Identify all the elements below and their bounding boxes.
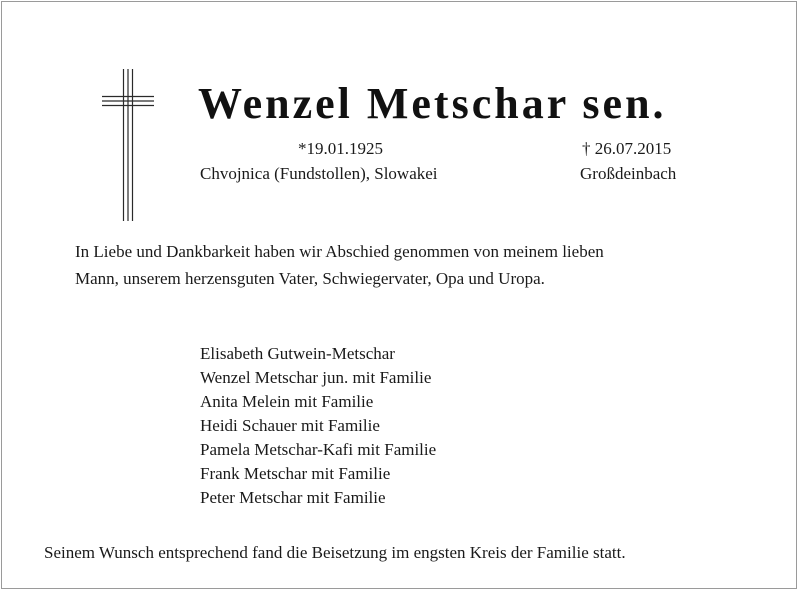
mourner-item: Pamela Metschar-Kafi mit Familie [200, 440, 437, 459]
mourner-item: Anita Melein mit Familie [200, 392, 374, 411]
birth-place: Chvojnica (Fundstollen), Slowakei [200, 164, 438, 183]
mourner-item: Elisabeth Gutwein-Metschar [200, 344, 395, 363]
deceased-name: Wenzel Metschar sen. [198, 79, 667, 128]
intro-line: Mann, unserem herzensguten Vater, Schwiegervater, Opa und Uropa. [75, 269, 545, 288]
mourner-item: Frank Metschar mit Familie [200, 464, 391, 483]
latin-cross-icon [102, 69, 154, 221]
obituary-frame [1, 1, 797, 589]
death-place: Großdeinbach [580, 164, 677, 183]
mourner-item: Peter Metschar mit Familie [200, 488, 386, 507]
mourners-list [200, 342, 436, 510]
closing-statement: Seinem Wunsch entsprechend fand die Beisetzung im engsten Kreis der Familie statt. [44, 543, 626, 562]
intro-line: In Liebe und Dankbarkeit haben wir Abschied genommen von meinem lieben [75, 242, 604, 261]
mourner-item: Wenzel Metschar jun. mit Familie [200, 368, 432, 387]
birth-date: *19.01.1925 [298, 139, 383, 158]
intro-text [75, 238, 755, 292]
mourner-item: Heidi Schauer mit Familie [200, 416, 380, 435]
death-date: † 26.07.2015 [582, 139, 672, 158]
